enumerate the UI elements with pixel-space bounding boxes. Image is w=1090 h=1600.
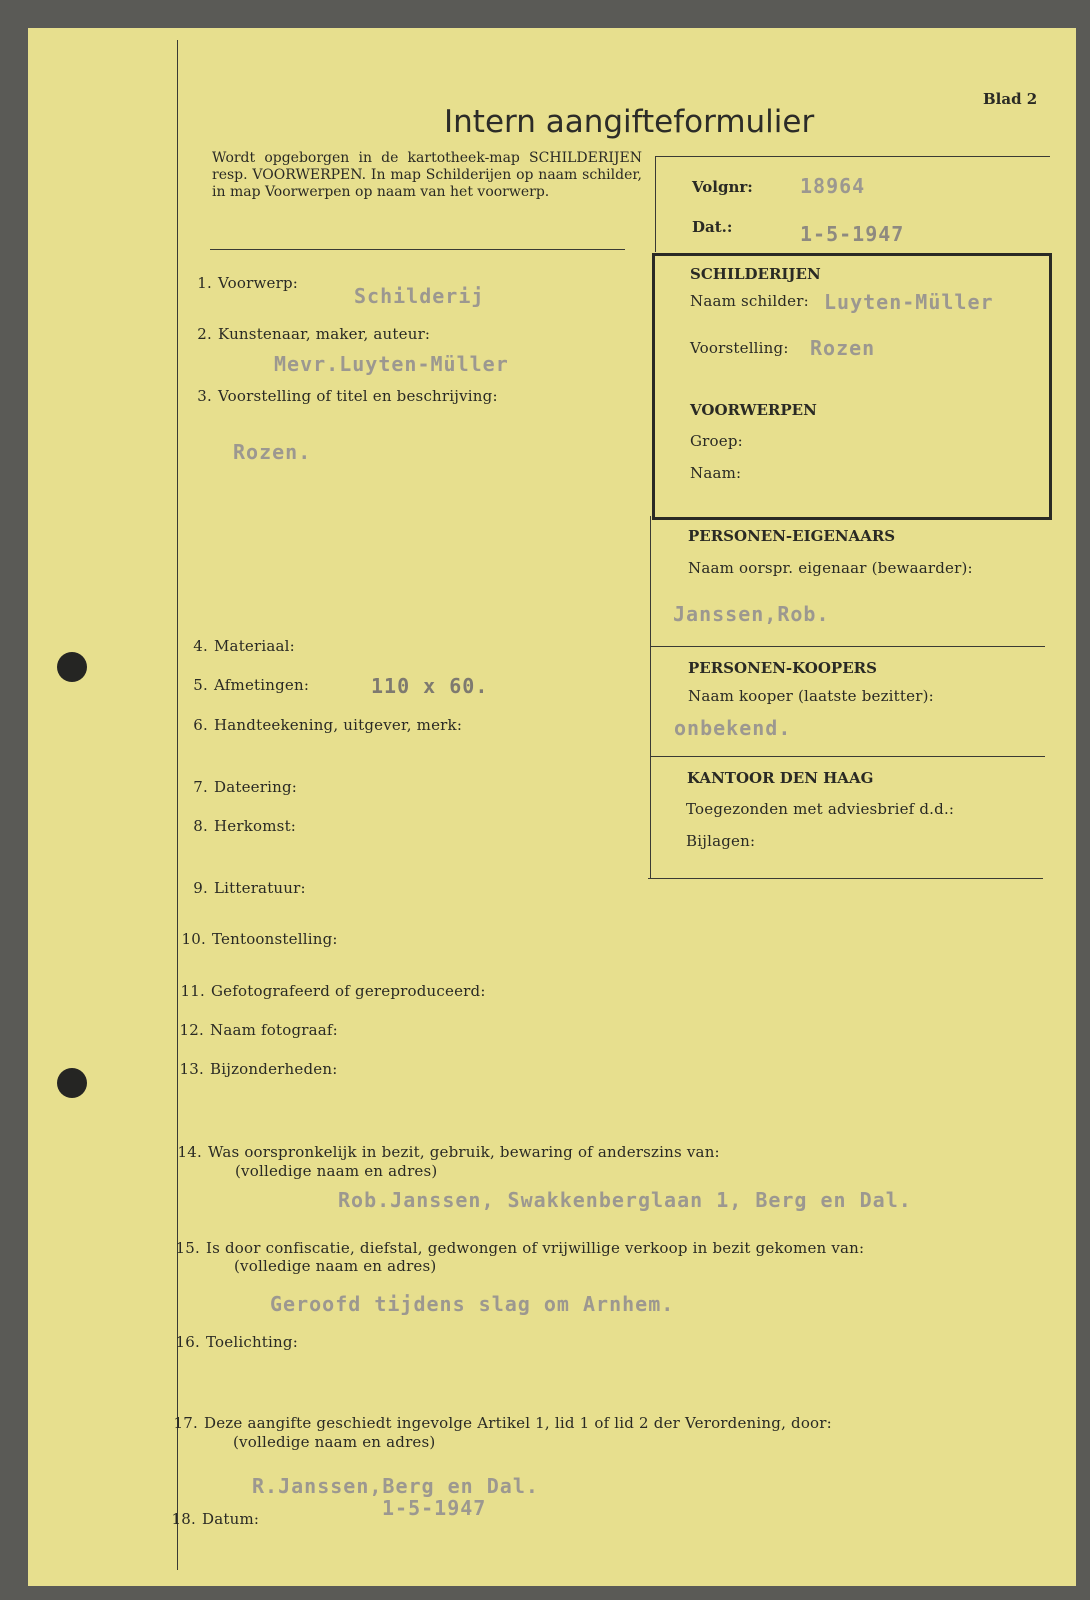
naam-schilder-value: Luyten-Müller [824,290,994,314]
field-11 [179,982,486,1000]
field-num: 9. [193,879,208,897]
field-label: Kunstenaar, maker, auteur: [218,325,431,343]
field-1-value: Schilderij [354,284,485,308]
field-15-value: Geroofd tijdens slag om Arnhem. [270,1292,675,1316]
field-num: 11. [180,982,205,1000]
field-num: 13. [179,1060,204,1078]
field-num: 18. [171,1510,196,1528]
field-17-value: R.Janssen,Berg en Dal. [252,1474,539,1498]
field-14-value: Rob.Janssen, Swakkenberglaan 1, Berg en Dal. [338,1188,912,1212]
box-top-rule [655,156,1050,157]
field-num: 4. [193,637,208,655]
field-3 [186,387,498,405]
field-num: 6. [193,716,208,734]
field-label: Materiaal: [214,637,295,655]
field-17-sub: (volledige naam en adres) [233,1433,436,1451]
field-label: Deze aangifte geschiedt ingevolge Artikel 1, lid 1 of lid 2 der Verordening, door: [204,1414,832,1432]
voorstelling-value: Rozen [810,336,876,360]
field-label: Toelichting: [206,1333,298,1351]
binder-hole-bottom [57,1068,87,1098]
koopers-bottom-rule [650,756,1045,757]
field-12 [178,1021,338,1039]
intro-text: Wordt opgeborgen in de kartotheek-map SCHILDERIJEN resp. VOORWERPEN. In map Schilderijen op naam schilder, in map Voorwerpen op naam van het voorwerp. [212,150,642,200]
field-num: 3. [197,387,212,405]
field-num: 16. [175,1333,200,1351]
kantoor-bottom-rule [648,878,1043,879]
box-left-rule [655,156,656,252]
dat-label: Dat.: [692,218,733,236]
koopers-heading: PERSONEN-KOOPERS [688,659,877,677]
field-label: Herkomst: [214,817,297,835]
field-label: Naam fotograaf: [210,1021,338,1039]
field-label: Voorwerp: [218,274,299,292]
field-label: Dateering: [214,778,298,796]
field-label: Datum: [202,1510,260,1528]
field-label: Voorstelling of titel en beschrijving: [218,387,498,405]
naam-schilder-label: Naam schilder: [690,292,809,310]
field-1 [186,274,298,292]
sheet-label: Blad 2 [983,90,1038,108]
field-label: Was oorspronkelijk in bezit, gebruik, bewaring of anderszins van: [208,1143,720,1161]
header-rule [210,249,625,250]
eigenaar-value: Janssen,Rob. [673,602,830,626]
field-2-value: Mevr.Luyten-Müller [274,352,509,376]
groep-label: Groep: [690,432,743,450]
field-13 [178,1060,337,1078]
voorstelling-label: Voorstelling: [690,339,789,357]
page-title: Intern aangifteformulier [444,104,815,140]
eigenaars-bottom-rule [650,646,1045,647]
volgnr-label: Volgnr: [692,178,753,196]
field-label: Litteratuur: [214,879,306,897]
field-9 [182,879,306,897]
field-5-value: 110 x 60. [371,674,489,698]
field-15 [174,1239,864,1257]
field-num: 12. [179,1021,204,1039]
field-num: 7. [193,778,208,796]
kooper-value: onbekend. [674,716,792,740]
field-6 [182,716,462,734]
kantoor-heading: KANTOOR DEN HAAG [687,769,874,787]
field-num: 10. [181,930,206,948]
field-num: 14. [177,1143,202,1161]
field-num: 8. [193,817,208,835]
field-num: 15. [175,1239,200,1257]
field-15-sub: (volledige naam en adres) [234,1257,437,1275]
field-3-value: Rozen. [233,440,312,464]
field-10 [180,930,338,948]
field-17 [172,1414,832,1432]
volgnr-value: 18964 [800,174,866,198]
kooper-label: Naam kooper (laatste bezitter): [688,687,934,705]
form-sheet [28,28,1076,1586]
field-num: 5. [193,676,208,694]
right-box-left-rule [650,516,651,878]
field-label: Bijzonderheden: [210,1060,338,1078]
field-2 [186,325,430,343]
field-14 [176,1143,720,1161]
bijlagen-label: Bijlagen: [686,832,756,850]
field-label: Afmetingen: [214,676,310,694]
dat-value: 1-5-1947 [800,222,905,246]
naam-label: Naam: [690,464,742,482]
field-label: Gefotografeerd of gereproduceerd: [211,982,486,1000]
field-16 [174,1333,298,1351]
field-5 [182,676,309,694]
eigenaar-label: Naam oorspr. eigenaar (bewaarder): [688,559,973,577]
field-18-value: 1-5-1947 [382,1496,487,1520]
field-label: Is door confiscatie, diefstal, gedwongen of vrijwillige verkoop in bezit gekomen van: [206,1239,865,1257]
toegezonden-label: Toegezonden met adviesbrief d.d.: [686,800,955,818]
field-14-sub: (volledige naam en adres) [235,1162,438,1180]
field-4 [182,637,295,655]
binder-hole-top [57,652,87,682]
schilderijen-heading: SCHILDERIJEN [690,265,821,283]
eigenaars-heading: PERSONEN-EIGENAARS [688,527,896,545]
field-num: 17. [173,1414,198,1432]
field-7 [182,778,297,796]
field-num: 2. [197,325,212,343]
field-label: Handteekening, uitgever, merk: [214,716,463,734]
field-8 [182,817,296,835]
field-18 [170,1510,259,1528]
field-num: 1. [197,274,212,292]
field-label: Tentoonstelling: [212,930,338,948]
voorwerpen-heading: VOORWERPEN [690,401,817,419]
